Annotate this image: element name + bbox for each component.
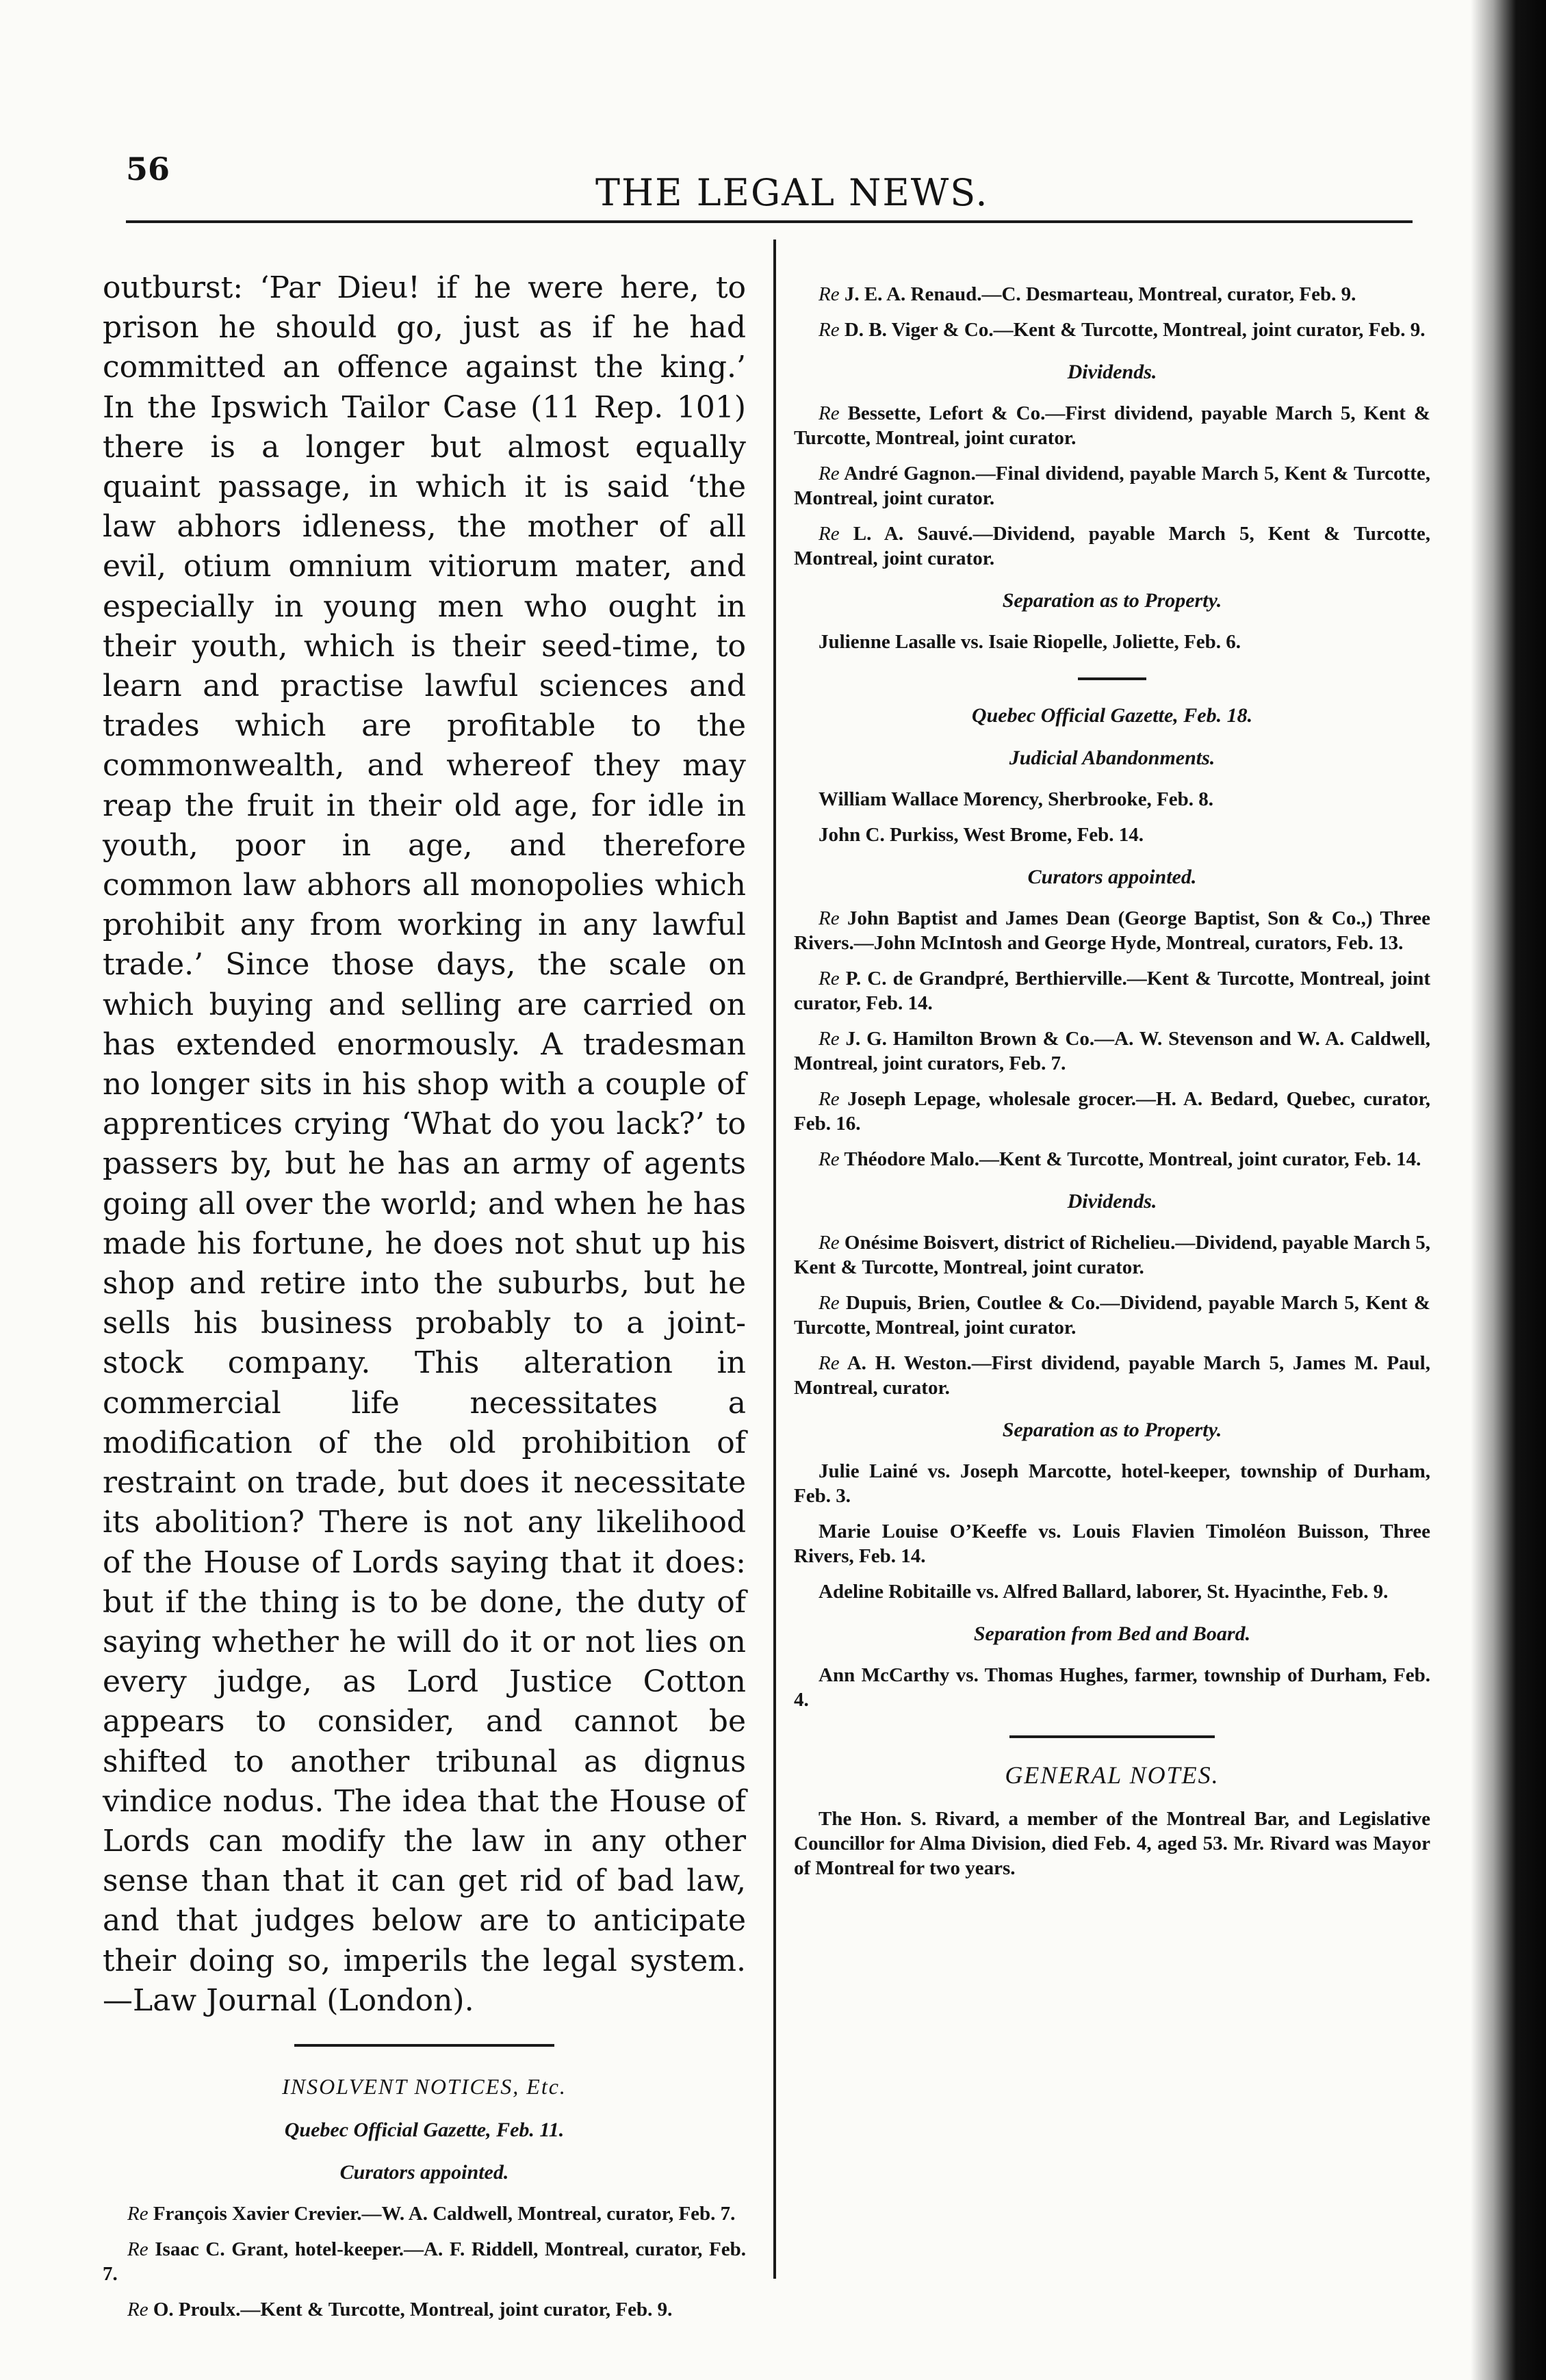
page-number: 56	[126, 151, 170, 187]
bed-board-heading: Separation from Bed and Board.	[973, 1622, 1251, 1645]
curators-heading: Curators appointed.	[339, 2160, 509, 2184]
notice-entry: Adeline Robitaille vs. Alfred Ballard, laborer, St. Hyacinthe, Feb. 9.	[819, 1581, 1389, 1603]
notice-entry: Re A. H. Weston.—First dividend, payable March 5, James M. Paul, Montreal, curator.	[794, 1352, 1430, 1399]
notice-entry: Marie Louise O’Keeffe vs. Louis Flavien Timoléon Buisson, Three Rivers, Feb. 14.	[794, 1521, 1430, 1567]
notice-entry: Ann McCarthy vs. Thomas Hughes, farmer, township of Durham, Feb. 4.	[794, 1664, 1430, 1711]
notice-entry: Re Théodore Malo.—Kent & Turcotte, Montreal, joint curator, Feb. 14.	[819, 1148, 1421, 1170]
notice-entry: Re J. E. A. Renaud.—C. Desmarteau, Montreal, curator, Feb. 9.	[819, 283, 1356, 305]
separation-heading: Separation as to Property.	[1002, 1419, 1222, 1441]
notice-entry: William Wallace Morency, Sherbrooke, Feb. 8.	[819, 788, 1214, 810]
section-divider	[294, 2044, 554, 2047]
column-rule	[773, 240, 776, 2279]
curators-heading: Curators appointed.	[1027, 866, 1197, 888]
notice-entry: Re Dupuis, Brien, Coutlee & Co.—Dividend, payable March 5, Kent & Turcotte, Montreal, joint curator.	[794, 1292, 1431, 1338]
general-notes-title: GENERAL NOTES.	[1005, 1761, 1220, 1789]
notice-entry: Re André Gagnon.—Final dividend, payable March 5, Kent & Turcotte, Montreal, joint curator.	[794, 463, 1430, 509]
gazette-date: Quebec Official Gazette, Feb. 18.	[971, 704, 1253, 727]
section-divider	[1009, 1735, 1215, 1738]
gazette-date: Quebec Official Gazette, Feb. 11.	[284, 2118, 565, 2141]
notice-entry: Re O. Proulx.—Kent & Turcotte, Montreal, joint curator, Feb. 9.	[127, 2298, 673, 2320]
article-body-text: outburst: ‘Par Dieu! if he were here, to prison he should go, just as if he had committed an offence against the king.’ In the Ipswich Tailor Case (11 Rep. 101) there is a longer but almost equally quaint passage, in which it is said ‘the law abhors idleness, the mother of all evil, otium omnium vitiorum mater, and especially in young men who ought in their youth, which is their seed-time, to learn and practise lawful sciences and trades which are profitable to the commonwealth, and whereof they may reap the fruit in their old age, for idle in youth, poor in age, and therefore common law abhors all monopolies which prohibit any from working in any lawful trade.’ Since those days, the scale on which buying and selling are carried on has extended enormously. A tradesman no longer sits in his shop with a couple of apprentices crying ‘What do you lack?’ to passers by, but he has an army of agents going all over the world; and when he has made his fortune, he does not shut up his shop and retire into the suburbs, but he sells his business probably to a joint-stock company. This alteration in commercial life necessitates a modification of the old prohibition of restraint on trade, but does it necessitate its abolition? There is not any likelihood of the House of Lords saying that it does: but if the thing is to be done, the duty of saying whether he will do it or not lies on every judge, as Lord Justice Cotton appears to consider, and cannot be shifted to another tribunal as dignus vindice nodus. The idea that the House of Lords can modify the law in any other sense than that it can get rid of bad law, and that judges below are to anticipate their doing so, imperils the legal system.—Law Journal (London).	[103, 270, 746, 2018]
notice-entry: Re Isaac C. Grant, hotel-keeper.—A. F. Riddell, Montreal, curator, Feb. 7.	[103, 2238, 746, 2285]
insolvent-notices	[103, 2074, 746, 2322]
section-divider	[1078, 677, 1146, 680]
notice-entry: Re François Xavier Crevier.—W. A. Caldwell, Montreal, curator, Feb. 7.	[127, 2202, 736, 2225]
notice-entry: Re P. C. de Grandpré, Berthierville.—Kent & Turcotte, Montreal, joint curator, Feb. 14.	[794, 968, 1431, 1014]
notice-entry: Re Onésime Boisvert, district of Richelieu.—Dividend, payable March 5, Kent & Turcotte, Montreal, joint curator.	[794, 1232, 1431, 1278]
right-column	[794, 282, 1430, 1891]
notice-entry: Re J. G. Hamilton Brown & Co.—A. W. Stevenson and W. A. Caldwell, Montreal, joint curators, Feb. 7.	[794, 1028, 1430, 1074]
abandonments-heading: Judicial Abandonments.	[1009, 747, 1215, 769]
journal-title: THE LEGAL NEWS.	[595, 171, 989, 214]
notice-entry: Julie Lainé vs. Joseph Marcotte, hotel-keeper, township of Durham, Feb. 3.	[794, 1460, 1430, 1507]
notice-entry: Re Joseph Lepage, wholesale grocer.—H. A. Bedard, Quebec, curator, Feb. 16.	[794, 1088, 1430, 1135]
insolvent-notices-title: INSOLVENT NOTICES, Etc.	[282, 2073, 567, 2099]
separation-heading: Separation as to Property.	[1002, 589, 1222, 612]
notice-entry: John C. Purkiss, West Brome, Feb. 14.	[819, 824, 1144, 846]
notice-entry: Julienne Lasalle vs. Isaie Riopelle, Joliette, Feb. 6.	[819, 631, 1241, 653]
dividends-heading: Dividends.	[1067, 361, 1157, 383]
general-notes-text: The Hon. S. Rivard, a member of the Montreal Bar, and Legislative Councillor for Alma Division, died Feb. 4, aged 53. Mr. Rivard was Mayor of Montreal for two years.	[794, 1808, 1430, 1879]
notice-entry: Re D. B. Viger & Co.—Kent & Turcotte, Montreal, joint curator, Feb. 9.	[819, 319, 1426, 341]
dividends-heading: Dividends.	[1067, 1190, 1157, 1213]
notice-entry: Re John Baptist and James Dean (George Baptist, Son & Co.,) Three Rivers.—John McIntosh and George Hyde, Montreal, curators, Feb. 13.	[794, 907, 1430, 954]
notice-entry: Re Bessette, Lefort & Co.—First dividend, payable March 5, Kent & Turcotte, Montreal, joint curator.	[794, 402, 1430, 449]
notice-entry: Re L. A. Sauvé.—Dividend, payable March 5, Kent & Turcotte, Montreal, joint curator.	[794, 523, 1430, 569]
scan-shadow-edge	[1471, 0, 1546, 2380]
left-column	[103, 268, 746, 2333]
header-rule	[126, 220, 1413, 223]
